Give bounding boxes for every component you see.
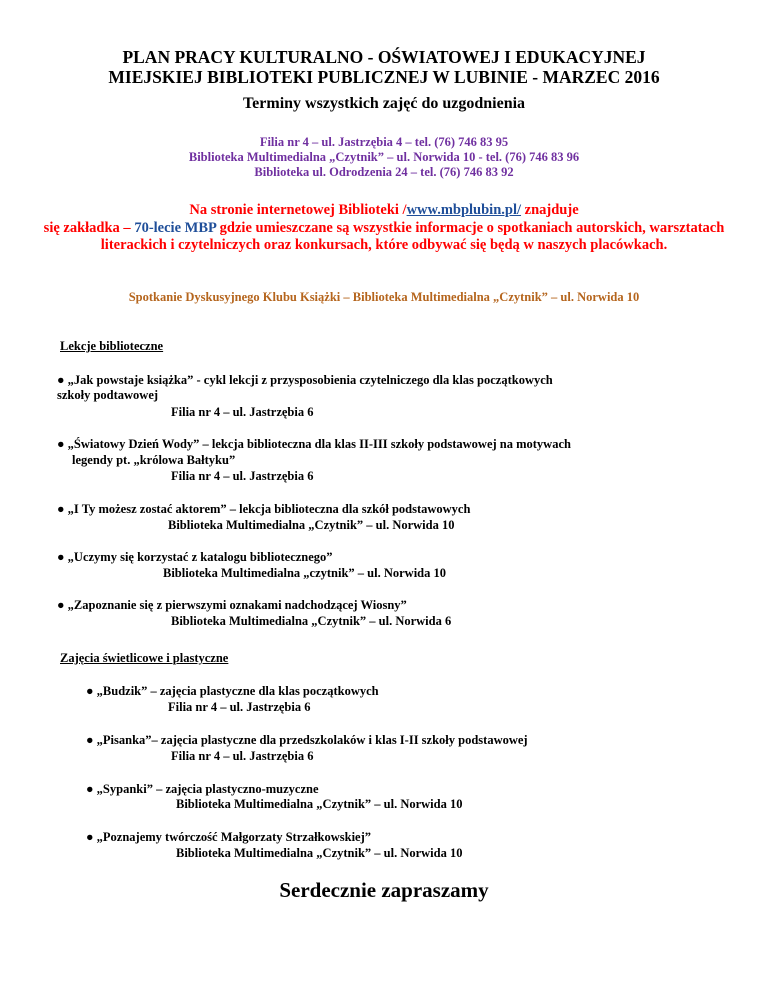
item-text: ● „I Ty możesz zostać aktorem” – lekcja biblioteczna dla szkół podstawowych <box>57 502 471 516</box>
item-text: ● „Zapoznanie się z pierwszymi oznakami nadchodzącej Wiosny” <box>57 598 407 612</box>
item-location: Biblioteka Multimedialna „Czytnik” – ul. Norwida 6 <box>171 614 452 628</box>
item-text: szkoły podtawowej <box>57 388 159 402</box>
item-location: Biblioteka Multimedialna „Czytnik” – ul. Norwida 10 <box>176 797 463 811</box>
branch-line: Biblioteka ul. Odrodzenia 24 – tel. (76) 746 83 92 <box>254 165 514 179</box>
website-notice <box>40 202 728 255</box>
item-text: ● „Budzik” – zajęcia plastyczne dla klas początkowych <box>86 684 379 698</box>
title-line-1: PLAN PRACY KULTURALNO - OŚWIATOWEJ I EDUKACYJNEJ <box>122 47 646 67</box>
item-text: ● „Pisanka”– zajęcia plastyczne dla przedszkolaków i klas I-II szkoły podstawowej <box>86 733 528 747</box>
item-location: Filia nr 4 – ul. Jastrzębia 6 <box>168 700 311 714</box>
item-location: Biblioteka Multimedialna „Czytnik” – ul. Norwida 10 <box>176 846 463 860</box>
branch-line: Filia nr 4 – ul. Jastrzębia 4 – tel. (76) 746 83 95 <box>259 135 509 149</box>
branch-list <box>40 135 728 180</box>
item-text: ● „Uczymy się korzystać z katalogu bibliotecznego” <box>57 550 333 564</box>
item-text: ● „Światowy Dzień Wody” – lekcja biblioteczna dla klas II-III szkoły podstawowej na motywach <box>57 437 571 451</box>
notice-text: się zakładka – <box>43 219 135 236</box>
item-text: ● „Poznajemy twórczość Małgorzaty Strzałkowskiej” <box>86 830 372 844</box>
item-text: ● „Sypanki” – zajęcia plastyczno-muzyczne <box>86 782 319 796</box>
section-heading-activities: Zajęcia świetlicowe i plastyczne <box>60 651 229 665</box>
notice-text: gdzie umieszczane są wszystkie informacje o spotkaniach autorskich, warsztatach literackich i czytelniczych oraz konkursach, które odbywać się będą w naszych placówkach. <box>100 219 725 253</box>
closing-invitation: Serdecznie zapraszamy <box>279 878 489 902</box>
item-location: Biblioteka Multimedialna „czytnik” – ul. Norwida 10 <box>163 566 447 580</box>
website-link[interactable]: www.mbplubin.pl/ <box>406 202 522 218</box>
anniversary-tab-name: 70-lecie MBP <box>134 219 217 236</box>
title-line-2: MIEJSKIEJ BIBLIOTEKI PUBLICZNEJ W LUBINIE - MARZEC 2016 <box>108 67 660 87</box>
item-text: ● „Jak powstaje książka” - cykl lekcji z przysposobienia czytelniczego dla klas początkowych <box>57 373 553 387</box>
document-title <box>40 47 728 87</box>
item-location: Biblioteka Multimedialna „Czytnik” – ul. Norwida 10 <box>168 518 455 532</box>
item-location: Filia nr 4 – ul. Jastrzębia 6 <box>171 749 314 763</box>
notice-text: znajduje <box>521 202 579 218</box>
section-heading-lessons: Lekcje biblioteczne <box>60 339 164 353</box>
document-subtitle: Terminy wszystkich zajęć do uzgodnienia <box>242 95 526 112</box>
item-location: Filia nr 4 – ul. Jastrzębia 6 <box>171 405 314 419</box>
list-item <box>57 373 553 388</box>
branch-line: Biblioteka Multimedialna „Czytnik” – ul. Norwida 10 - tel. (76) 746 83 96 <box>188 150 580 164</box>
item-location: Filia nr 4 – ul. Jastrzębia 6 <box>171 469 314 483</box>
notice-text: Na stronie internetowej Biblioteki / <box>189 202 407 218</box>
book-club-meeting: Spotkanie Dyskusyjnego Klubu Książki – Biblioteka Multimedialna „Czytnik” – ul. Norwida 10 <box>128 290 640 304</box>
item-text: legendy pt. „królowa Bałtyku” <box>72 453 236 467</box>
